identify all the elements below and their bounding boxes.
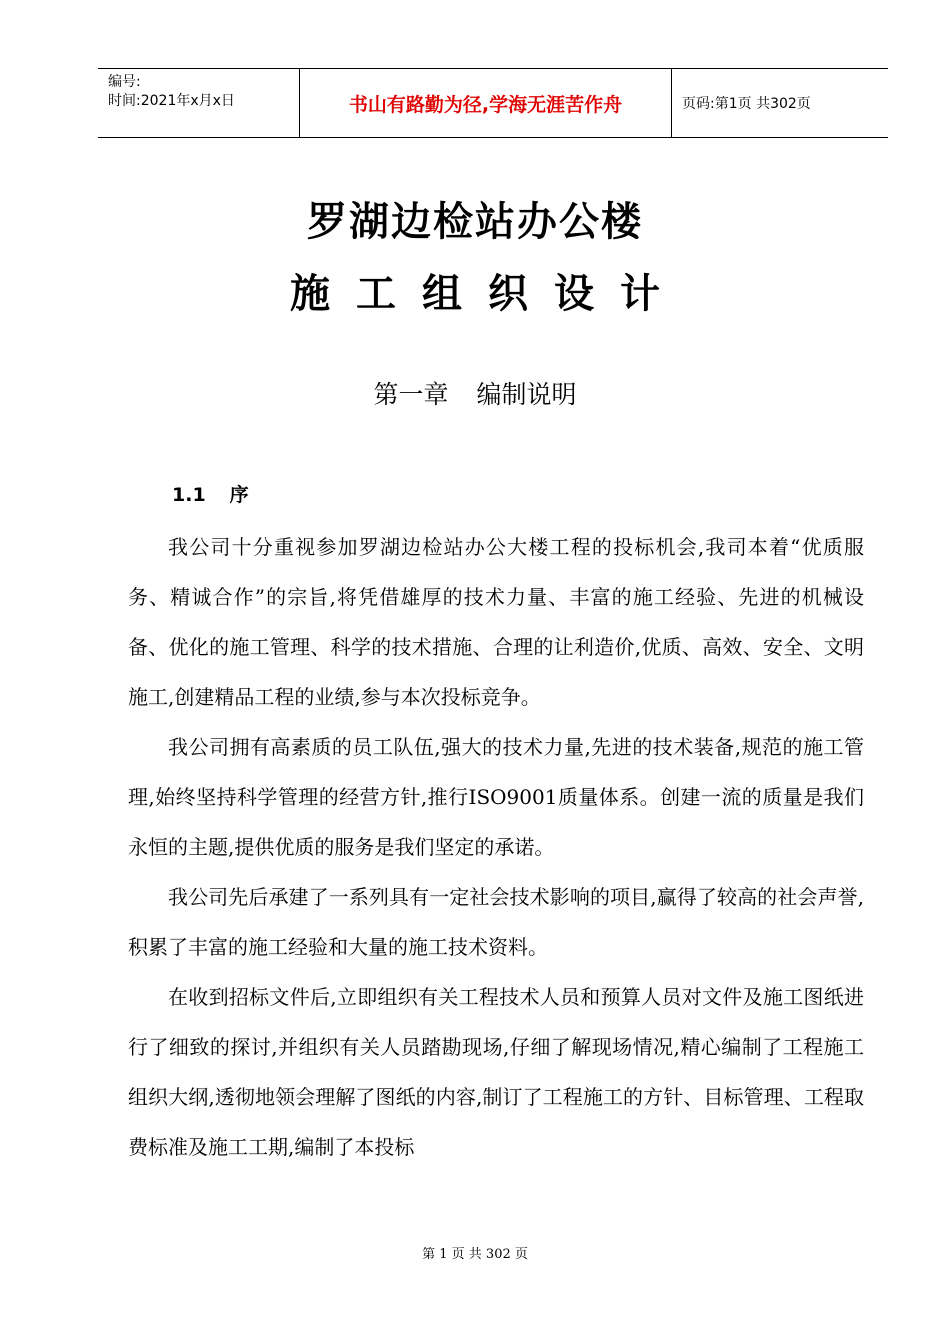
motto-text: 书山有路勤为径,学海无涯苦作舟: [348, 93, 623, 116]
time-label: 时间:2021年x月x日: [108, 93, 235, 109]
chapter-name: 编制说明: [476, 380, 577, 409]
header-page-cell: [672, 69, 888, 137]
paragraph: 我公司十分重视参加罗湖边检站办公大楼工程的投标机会,我司本着“优质服务、精诚合作”的宗旨,将凭借雄厚的技术力量、丰富的施工经验、先进的机械设备、优化的施工管理、科学的技术措施、合理的让利造价,优质、高效、安全、文明施工,创建精品工程的业绩,参与本次投标竞争。: [128, 535, 864, 709]
paragraph: 我公司拥有高素质的员工队伍,强大的技术力量,先进的技术装备,规范的施工管理,始终坚持科学管理的经营方针,推行ISO9001质量体系。创建一流的质量是我们永恒的主题,提供优质的服务是我们坚定的承诺。: [128, 735, 864, 859]
section-number: 1.1: [172, 484, 206, 506]
document-header: [98, 68, 888, 138]
page-label: 页码:第1页 共302页: [682, 96, 811, 112]
document-title-line1: 罗湖边检站办公楼: [307, 198, 643, 245]
chapter-heading: [0, 375, 950, 411]
code-label: 编号:: [108, 74, 141, 90]
section-name: 序: [229, 484, 249, 506]
header-motto-cell: [300, 69, 672, 137]
page-footer: 第 1 页 共 302 页: [422, 1247, 528, 1262]
document-title-line2: 施工组织设计: [290, 270, 686, 317]
section-heading: [172, 480, 249, 507]
chapter-number: 第一章: [373, 380, 449, 409]
body-text: [128, 522, 864, 1172]
header-meta-cell: [98, 69, 300, 137]
paragraph: 我公司先后承建了一系列具有一定社会技术影响的项目,赢得了较高的社会声誉,积累了丰富的施工经验和大量的施工技术资料。: [128, 885, 864, 959]
paragraph: 在收到招标文件后,立即组织有关工程技术人员和预算人员对文件及施工图纸进行了细致的探讨,并组织有关人员踏勘现场,仔细了解现场情况,精心编制了工程施工组织大纲,透彻地领会理解了图纸的内容,制订了工程施工的方针、目标管理、工程取费标准及施工工期,编制了本投标: [128, 985, 864, 1159]
